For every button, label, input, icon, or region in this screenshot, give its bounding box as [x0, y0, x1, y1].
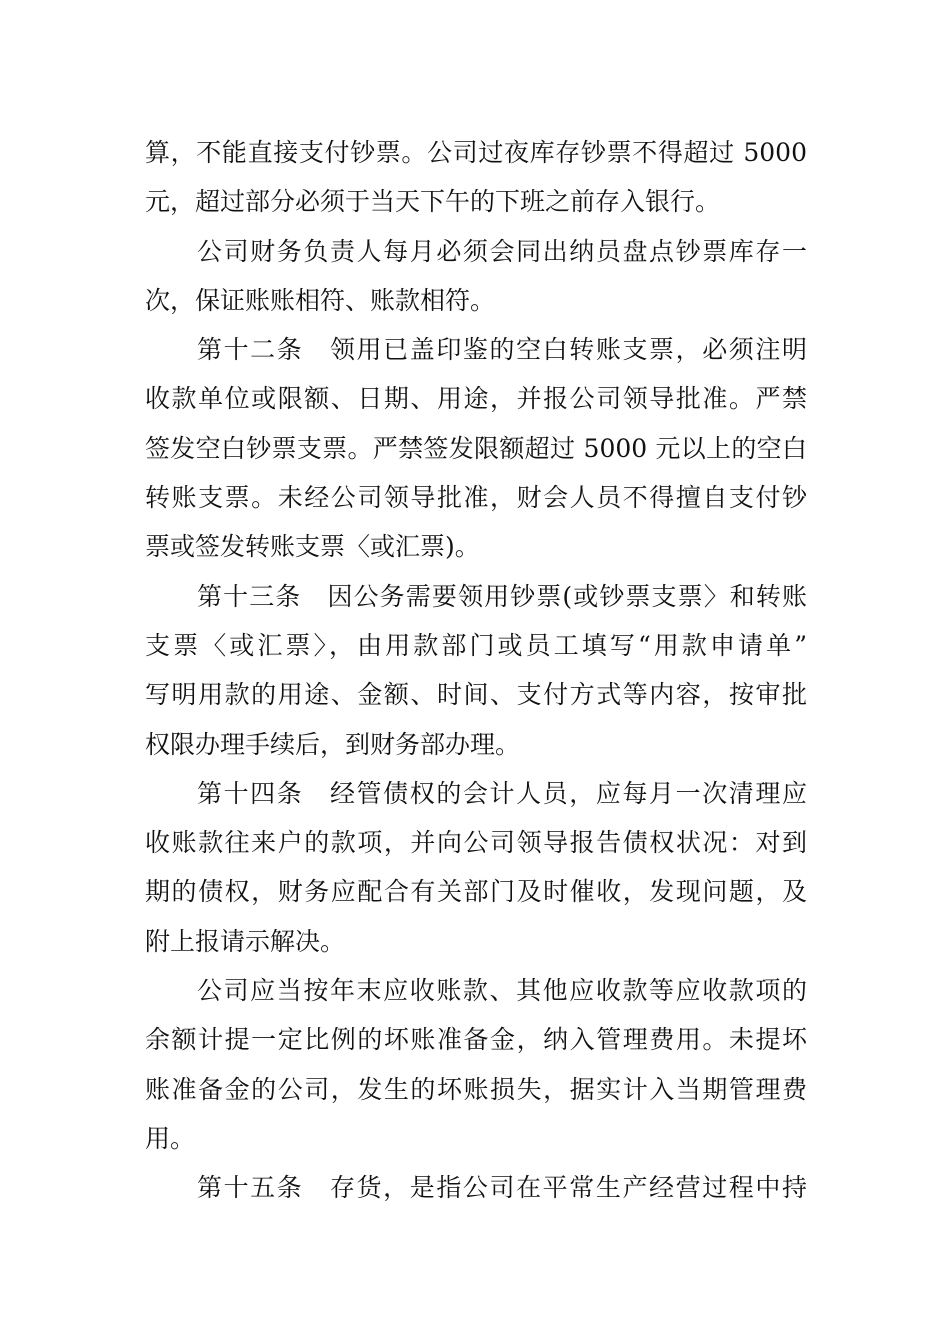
text-line: 算，不能直接支付钞票。公司过夜库存钞票不得超过 5000	[145, 138, 807, 167]
article-14-heading-line: 第十四条 经管债权的会计人员，应每月一次清理应	[197, 778, 807, 808]
article-15-heading-line: 第十五条 存货，是指公司在平常生产经营过程中持	[197, 1173, 807, 1203]
text-line: 次，保证账账相符、账款相符。	[145, 285, 496, 315]
text-line: 收款单位或限额、日期、用途，并报公司领导批准。严禁	[145, 384, 807, 414]
text-line: 余额计提一定比例的坏账准备金，纳入管理费用。未提坏	[145, 1025, 807, 1055]
text-line: 签发空白钞票支票。严禁签发限额超过 5000 元以上的空白	[145, 433, 807, 463]
text-line: 写明用款的用途、金额、时间、支付方式等内容，按审批	[145, 680, 807, 710]
text-line: 转账支票。未经公司领导批准，财会人员不得擅自支付钞	[145, 483, 807, 513]
text-line: 期的债权，财务应配合有关部门及时催收，发现问题，及	[145, 877, 807, 907]
text-line: 收账款往来户的款项，并向公司领导报告债权状况：对到	[145, 828, 807, 858]
text-line: 用。	[145, 1123, 196, 1153]
text-line: 元，超过部分必须于当天下午的下班之前存入银行。	[145, 187, 721, 217]
text-line: 票或签发转账支票〈或汇票)。	[145, 532, 480, 562]
text-line: 附上报请示解决。	[145, 926, 346, 956]
text-line: 权限办理手续后，到财务部办理。	[145, 729, 521, 759]
article-13-heading-line: 第十三条 因公务需要领用钞票(或钞票支票〉和转账	[197, 581, 807, 611]
text-line: 支票〈或汇票〉，由用款部门或员工填写“用款申请单”	[145, 630, 807, 660]
article-12-heading-line: 第十二条 领用已盖印鉴的空白转账支票，必须注明	[197, 335, 807, 365]
text-line: 账准备金的公司，发生的坏账损失，据实计入当期管理费	[145, 1074, 807, 1104]
text-line: 公司财务负责人每月必须会同出纳员盘点钞票库存一	[197, 236, 807, 266]
text-line: 公司应当按年末应收账款、其他应收款等应收款项的	[197, 976, 807, 1006]
document-body	[145, 128, 807, 1213]
